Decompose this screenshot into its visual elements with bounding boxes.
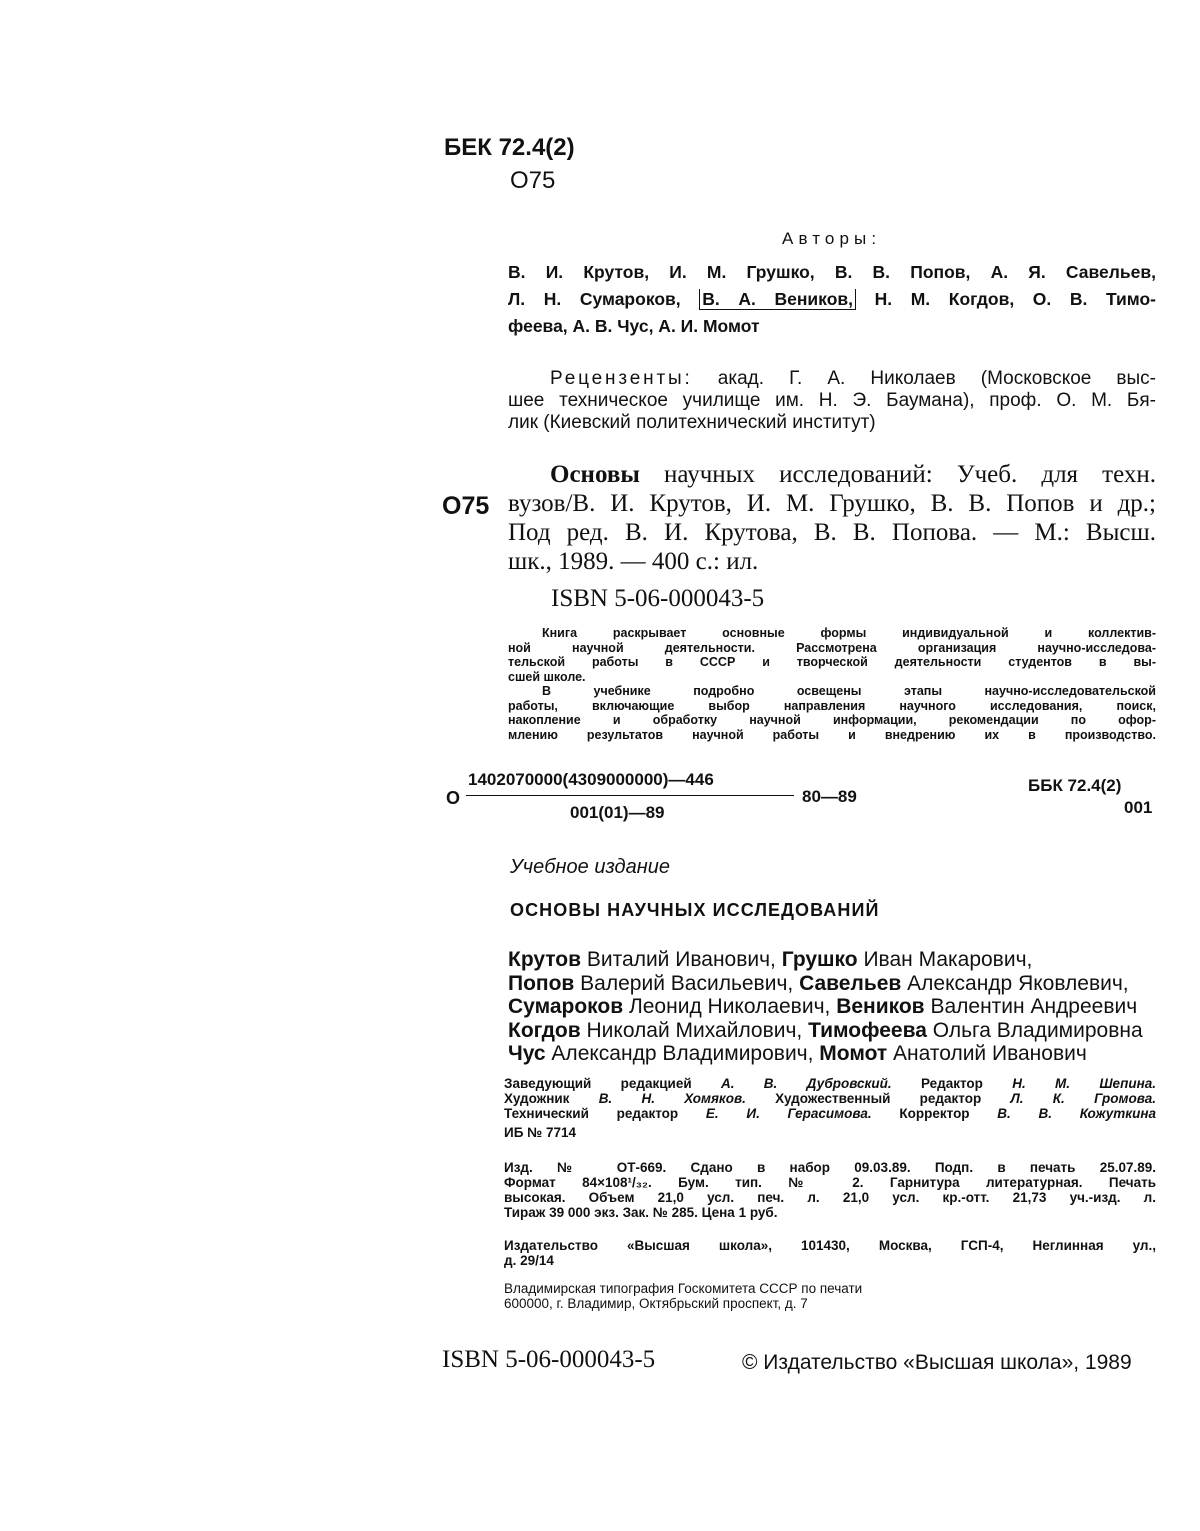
publisher-line: Издательство «Высшая школа», 101430, Москва, ГСП-4, Неглинная ул.,	[504, 1238, 1156, 1253]
credit-role: Корректор	[871, 1106, 998, 1121]
author-given-name: Александр Яковлевич,	[901, 971, 1129, 995]
catalog-code: О75	[442, 492, 490, 520]
printer-line: 600000, г. Владимир, Октябрьский проспект, д. 7	[504, 1296, 808, 1311]
credit-person: Л. К. Громова.	[1010, 1091, 1156, 1106]
formula-denominator: 001(01)—89	[570, 803, 665, 822]
catalog-line: Под ред. В. И. Крутова, В. В. Попова. — М.: Высш.	[508, 519, 1156, 546]
catalog-line: вузов/В. И. Крутов, И. М. Грушко, В. В. Попов и др.;	[508, 490, 1156, 517]
annotation-line: Книга раскрывает основные формы индивидуальной и коллектив-	[542, 626, 1156, 640]
author-surname: Сумароков	[508, 995, 624, 1018]
catalog-entry	[508, 460, 1156, 576]
edition-type: Учебное издание	[510, 856, 670, 878]
authors-heading: Авторы:	[782, 229, 882, 248]
author-surname: Савельев	[799, 971, 902, 995]
credit-role: Художник	[504, 1091, 599, 1106]
credits-line	[504, 1076, 1156, 1091]
boxed-author-name: В. А. Веников,	[699, 289, 856, 310]
reviewers-line	[508, 368, 1156, 390]
author-surname: Крутов	[508, 948, 582, 971]
footer-isbn: ISBN 5-06-000043-5	[442, 1346, 656, 1373]
annotation-line: ной научной деятельности. Рассмотрена организация научно-исследова-	[508, 640, 1156, 655]
authors-line	[508, 286, 1156, 313]
edition-author-line	[508, 972, 1143, 996]
author-given-name: Александр Владимирович,	[545, 1042, 820, 1065]
credit-role: Редактор	[891, 1076, 1013, 1091]
edition-author-line	[508, 995, 1143, 1019]
author-given-name: Иван Макарович,	[857, 948, 1033, 971]
annotation-line: тельской работы в СССР и творческой деятельности студентов в вы-	[508, 655, 1156, 669]
footer-copyright: © Издательство «Высшая школа», 1989	[742, 1351, 1132, 1374]
credit-person: В. В. Кожуткина	[997, 1106, 1156, 1121]
author-surname: Когдов	[508, 1018, 581, 1042]
catalog-line	[508, 460, 1156, 489]
credit-person: Е. И. Герасимова.	[705, 1106, 872, 1121]
author-surname: Попов	[508, 971, 575, 995]
author-name: Л. Н. Сумароков,	[508, 289, 681, 309]
formula-numerator: 1402070000(4309000000)—446	[468, 770, 714, 789]
formula-range: 80—89	[802, 787, 857, 806]
edition-author-line	[508, 1042, 1143, 1066]
author-given-name: Валентин Андреевич	[924, 995, 1138, 1018]
author-given-name: Николай Михайлович,	[580, 1018, 809, 1042]
reviewers-line: шее техническое училище им. Н. Э. Баумана), проф. О. М. Бя-	[508, 390, 1156, 411]
publisher-line: д. 29/14	[504, 1253, 554, 1268]
credits-line	[504, 1106, 1156, 1121]
annotation-line: В учебнике подробно освещены этапы научно-исследовательской	[542, 684, 1156, 698]
edition-authors	[508, 948, 1143, 1066]
authors-list	[508, 259, 1156, 340]
printer-line: Владимирская типография Госкомитета СССР по печати	[504, 1281, 863, 1296]
credit-role: Художественный редактор	[745, 1091, 1011, 1106]
annotation-line: накопление и обработку научной информации, рекомендации по офор-	[508, 713, 1156, 727]
ib-number: ИБ № 7714	[504, 1125, 576, 1140]
authors-line: феева, А. В. Чус, А. И. Момот	[508, 316, 760, 336]
reviewers-label: Рецензенты:	[550, 368, 693, 389]
edition-title: ОСНОВЫ НАУЧНЫХ ИССЛЕДОВАНИЙ	[510, 900, 880, 920]
credit-person: В. Н. Хомяков.	[598, 1091, 746, 1106]
imprint-line: Формат 84×108¹/₃₂. Бум. тип. № 2. Гарнитура литературная. Печать	[504, 1175, 1156, 1190]
author-surname: Грушко	[781, 948, 858, 971]
formula-letter: О	[446, 788, 461, 808]
annotation-line: сшей школе.	[508, 669, 586, 684]
edition-author-line	[508, 948, 1143, 972]
author-surname: Чус	[508, 1042, 546, 1065]
credits-block	[504, 1076, 1156, 1140]
credit-person: А. В. Дубровский.	[720, 1076, 892, 1091]
bbk-index: БЕК 72.4(2)	[444, 134, 575, 161]
author-surname: Веников	[836, 995, 925, 1018]
reviewers-line: лик (Киевский политехнический институт)	[508, 412, 876, 433]
annotation-line: работы, включающие выбор направления научного исследования, поиск,	[508, 698, 1156, 713]
imprint-line: Изд. № ОТ-669. Сдано в набор 09.03.89. Подп. в печать 25.07.89.	[504, 1160, 1156, 1175]
author-given-name: Леонид Николаевич,	[623, 995, 837, 1018]
edition-author-line	[508, 1019, 1143, 1043]
annotation	[508, 626, 1156, 742]
author-name: Н. М. Когдов, О. В. Тимо-	[874, 289, 1156, 309]
catalog-line: шк., 1989. — 400 с.: ил.	[508, 548, 759, 575]
reviewers-block	[508, 368, 1156, 434]
author-given-name: Валерий Васильевич,	[574, 971, 800, 995]
credits-line	[504, 1091, 1156, 1106]
formula-bbk-sub: 001	[1124, 798, 1153, 817]
imprint-line: Тираж 39 000 экз. Зак. № 285. Цена 1 руб.	[504, 1205, 778, 1220]
imprint-block	[504, 1160, 1156, 1220]
author-given-name: Виталий Иванович,	[581, 948, 782, 971]
reviewers-text: акад. Г. А. Николаев (Московское выс-	[717, 368, 1157, 389]
catalog-text: научных исследований: Учеб. для техн.	[663, 461, 1157, 488]
author-given-name: Ольга Владимировна	[926, 1018, 1143, 1042]
author-surname: Тимофеева	[808, 1018, 927, 1042]
credit-person: Н. М. Шепина.	[1012, 1076, 1156, 1091]
catalog-isbn: ISBN 5-06-000043-5	[551, 585, 765, 612]
credit-role: Заведующий редакцией	[504, 1076, 721, 1091]
author-surname: Момот	[819, 1042, 888, 1065]
author-mark: О75	[510, 167, 556, 194]
authors-line: В. И. Крутов, И. М. Грушко, В. В. Попов, А. Я. Савельев,	[508, 262, 1156, 282]
publisher-block	[504, 1238, 1156, 1268]
annotation-line: млению результатов научной работы и внедрению их в производство.	[508, 727, 1156, 742]
printer-block	[504, 1281, 862, 1311]
credit-role: Технический редактор	[504, 1106, 706, 1121]
author-given-name: Анатолий Иванович	[887, 1042, 1087, 1065]
imprint-line: высокая. Объем 21,0 усл. печ. л. 21,0 усл. кр.-отт. 21,73 уч.-изд. л.	[504, 1190, 1156, 1205]
fraction-bar	[466, 795, 794, 796]
formula-bbk: ББК 72.4(2)	[1028, 776, 1122, 795]
catalog-title: Основы	[550, 461, 640, 488]
